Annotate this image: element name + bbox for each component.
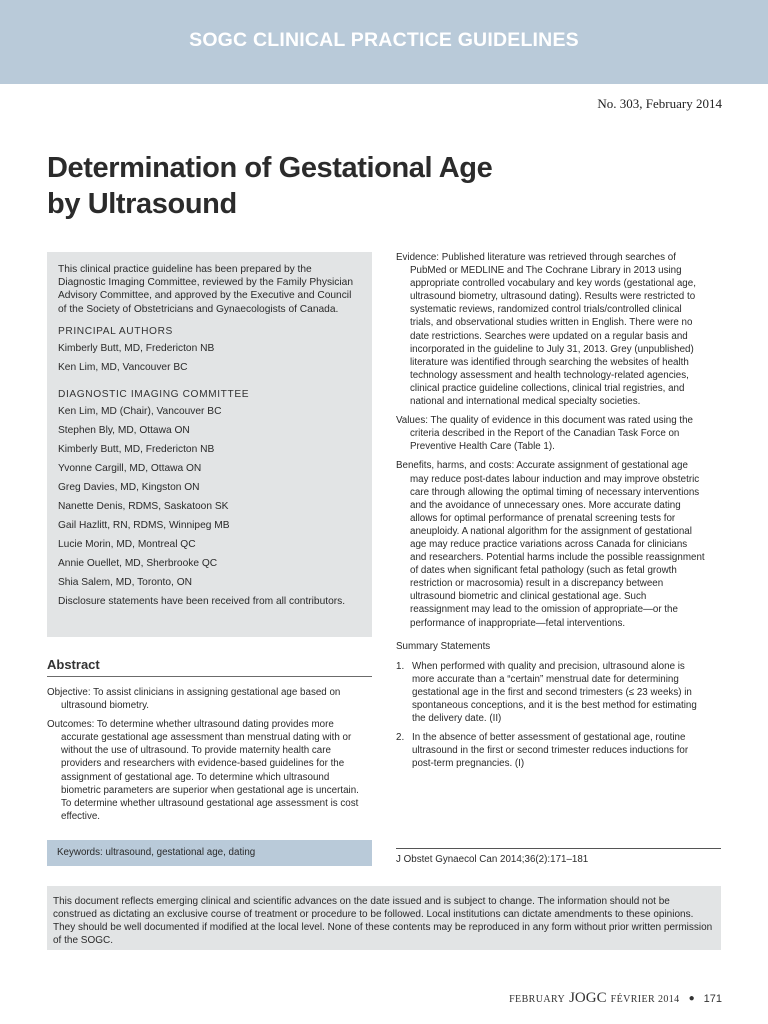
summary-statements-heading: Summary Statements [396, 640, 491, 652]
committee-member: Annie Ouellet, MD, Sherbrooke QC [58, 557, 218, 569]
keywords-box: Keywords: ultrasound, gestational age, dating [47, 840, 372, 866]
committee-member: Lucie Morin, MD, Montreal QC [58, 538, 196, 550]
page-title [47, 150, 587, 222]
header-banner [0, 0, 768, 84]
committee-heading: DIAGNOSTIC IMAGING COMMITTEE [58, 388, 250, 400]
footer-month-fr: FÉVRIER 2014 [610, 994, 680, 1005]
journal-citation: J Obstet Gynaecol Can 2014;36(2):171–181 [396, 854, 589, 865]
objective-paragraph: Objective: To assist clinicians in assigning gestational age based on ultrasound biometry. [47, 687, 341, 712]
principal-authors-heading: PRINCIPAL AUTHORS [58, 325, 173, 337]
page-footer [509, 989, 722, 1007]
disclosure-statement: Disclosure statements have been received from all contributors. [58, 595, 346, 607]
committee-member: Greg Davies, MD, Kingston ON [58, 481, 200, 493]
benefits-paragraph: Benefits, harms, and costs: Accurate assignment of gestational age may reduce post-dates labour induction and may improve obstetric care through allowing the optimal timing of necessary interventions and the avoidance of unnecessary ones. More accurate dating allows for optimal performance of prenatal screening tests for aneuploidy. A national algorithm for the assignment of gestational age may reduce practice variations across Canada for clinicians and researchers. Potential harms include the possible reassignment of dates when significant fetal pathology (such as fetal growth restriction or macrosomia) result in a discrepancy between ultrasound biometric and clinical gestational age. Such reassignment may lead to the omission of appropriate—or the performance of inappropriate—fetal interventions. [396, 460, 705, 629]
citation-divider [396, 848, 721, 849]
summary-text: When performed with quality and precision, ultrasound alone is more accurate than a “certain” menstrual date for determining gestational age in the first and second trimesters (≤ 23 weeks) in spontaneous conceptions, and it is the best method for estimating the delivery date. (II) [412, 660, 697, 725]
committee-member: Ken Lim, MD (Chair), Vancouver BC [58, 405, 222, 417]
summary-number: 1. [396, 660, 405, 672]
abstract-heading: Abstract [47, 657, 100, 672]
issue-number: No. 303, February 2014 [597, 96, 722, 111]
abstract-left-column [47, 686, 370, 829]
authors-info-box [47, 252, 372, 637]
disclaimer-box: This document reflects emerging clinical and scientific advances on the date issued and is subject to change. The information should not be construed as dictating an exclusive course of treatment or procedure to be followed. Local institutions can dictate amendments to these opinions. They should be well documented if modified at the local level. None of these contents may be reproduced in any form without prior written permission of the SOGC. [47, 886, 721, 950]
committee-member: Gail Hazlitt, RN, RDMS, Winnipeg MB [58, 519, 230, 531]
abstract-divider [47, 676, 372, 677]
guideline-intro: This clinical practice guideline has been prepared by the Diagnostic Imaging Committee, reviewed by the Family Physician Advisory Committee, and approved by the Executive and Council of the Society of Obstetricians and Gynaecologists of Canada. [58, 264, 353, 315]
footer-month: FEBRUARY [509, 994, 566, 1005]
committee-member: Shia Salem, MD, Toronto, ON [58, 576, 192, 588]
evidence-paragraph: Evidence: Published literature was retrieved through searches of PubMed or MEDLINE and The Cochrane Library in 2013 using appropriate controlled vocabulary and key words (gestational age, ultrasound biometry, ultrasound dating). Results were restricted to systematic reviews, randomized control trials/controlled clinical trials, and observational studies written in English. There were no date restrictions. Searches were updated on a regular basis and incorporated in the guideline to July 31, 2013. Grey (unpublished) literature was identified through searching the websites of health technology assessment and health technology-related agencies, clinical practice guideline collections, clinical trial registries, and national and international medical specialty societies. [396, 252, 696, 408]
summary-number: 2. [396, 732, 405, 744]
principal-author: Ken Lim, MD, Vancouver BC [58, 361, 188, 373]
abstract-right-column [396, 251, 706, 776]
banner-title: SOGC CLINICAL PRACTICE GUIDELINES [189, 29, 579, 51]
title-line-2: by Ultrasound [47, 188, 237, 220]
title-line-1: Determination of Gestational Age [47, 152, 493, 184]
values-paragraph: Values: The quality of evidence in this document was rated using the criteria described in the Report of the Canadian Task Force on Preventive Health Care (Table 1). [396, 415, 693, 453]
page-number: 171 [703, 993, 722, 1005]
footer-bullet: ● [688, 993, 695, 1004]
outcomes-paragraph: Outcomes: To determine whether ultrasound dating provides more accurate gestational age assessment than menstrual dating with or without the use of ultrasound. To provide maternity health care providers and researchers with evidence-based guidelines for the assignment of gestational age. To determine which ultrasound biometric parameters are superior when gestational age is uncertain. To determine whether ultrasound gestational age assessment is cost effective. [47, 719, 359, 822]
footer-journal: JOGC [569, 990, 607, 1006]
summary-statement [396, 731, 706, 770]
committee-member: Yvonne Cargill, MD, Ottawa ON [58, 462, 202, 474]
principal-author: Kimberly Butt, MD, Fredericton NB [58, 342, 215, 354]
summary-statement [396, 660, 706, 725]
summary-text: In the absence of better assessment of gestational age, routine ultrasound in the first or second trimester reduces inductions for post-term pregnancies. (I) [412, 732, 689, 770]
committee-member: Nanette Denis, RDMS, Saskatoon SK [58, 500, 229, 512]
committee-member: Kimberly Butt, MD, Fredericton NB [58, 443, 215, 455]
committee-member: Stephen Bly, MD, Ottawa ON [58, 424, 190, 436]
